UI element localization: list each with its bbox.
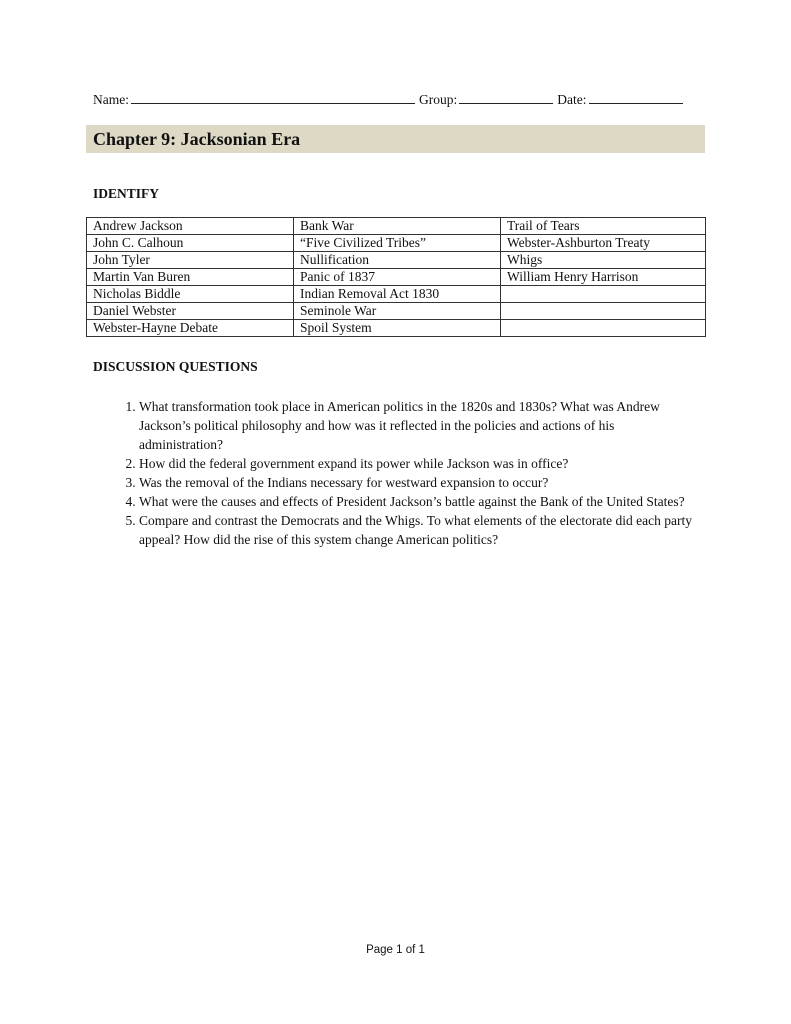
table-cell: Daniel Webster [87,303,294,320]
table-row [87,269,706,286]
table-cell: William Henry Harrison [501,269,706,286]
list-item: 1. What transformation took place in American politics in the 1820s and 1830s? What was Andrew Jackson’s political philosophy and how was it reflected in the policies and actions of his administration? [139,397,693,454]
discussion-questions-heading: DISCUSSION QUESTIONS [93,359,258,374]
name-group-date-line [93,91,698,108]
table-cell [501,320,706,337]
table-cell: Webster-Ashburton Treaty [501,235,706,252]
table-cell: Indian Removal Act 1830 [294,286,501,303]
table-cell: Bank War [294,218,501,235]
table-cell: Spoil System [294,320,501,337]
table-cell [501,303,706,320]
table-cell: Andrew Jackson [87,218,294,235]
discussion-questions-list [93,397,693,549]
page-number: Page 1 of 1 [366,944,425,956]
table-cell: Whigs [501,252,706,269]
table-row [87,218,706,235]
name-blank [131,91,415,104]
chapter-title: Chapter 9: Jacksonian Era [93,128,301,149]
table-row [87,320,706,337]
name-label: Name: [93,92,129,107]
list-item: 3. Was the removal of the Indians necessary for westward expansion to occur? [139,473,693,492]
table-row [87,286,706,303]
table-cell: Martin Van Buren [87,269,294,286]
table-cell: “Five Civilized Tribes” [294,235,501,252]
table-cell: John C. Calhoun [87,235,294,252]
list-item: 4. What were the causes and effects of President Jackson’s battle against the Bank of the United States? [139,492,693,511]
table-cell: Trail of Tears [501,218,706,235]
date-blank [589,91,683,104]
list-item: 5. Compare and contrast the Democrats and the Whigs. To what elements of the electorate did each party appeal? How did the rise of this system change American politics? [139,511,693,549]
table-cell: Panic of 1837 [294,269,501,286]
table-cell: Webster-Hayne Debate [87,320,294,337]
table-cell: John Tyler [87,252,294,269]
table-cell: Nicholas Biddle [87,286,294,303]
identify-heading: IDENTIFY [93,186,160,201]
table-row [87,252,706,269]
table-row [87,235,706,252]
group-blank [459,91,553,104]
list-item: 2. How did the federal government expand its power while Jackson was in office? [139,454,693,473]
group-label: Group: [419,92,458,107]
table-cell: Seminole War [294,303,501,320]
table-cell [501,286,706,303]
table-row [87,303,706,320]
chapter-title-band [86,125,705,153]
identify-table [86,217,706,337]
date-label: Date: [557,92,587,107]
table-cell: Nullification [294,252,501,269]
